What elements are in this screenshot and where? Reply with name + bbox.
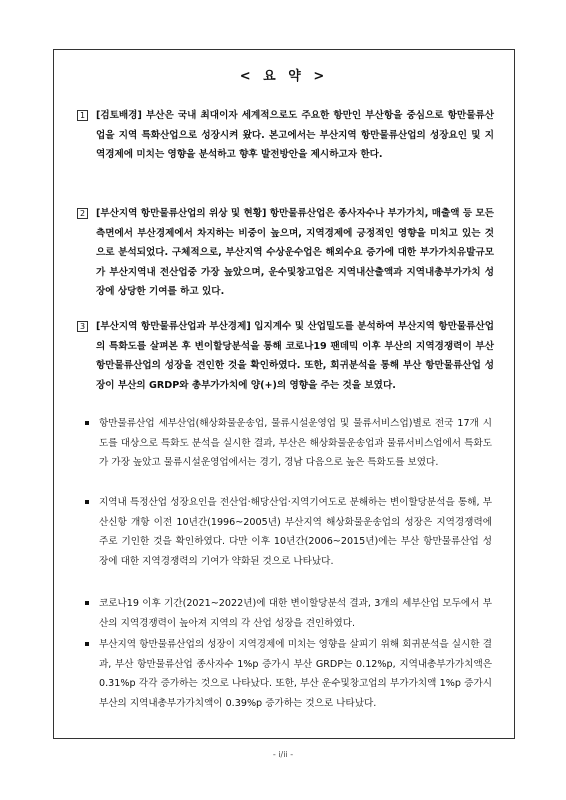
bullet-icon xyxy=(85,642,89,646)
section-2 xyxy=(77,204,494,302)
section-text: [부산지역 항만물류산업의 위상 및 현황] 항만물류산업은 종사자수나 부가가치, 매출액 등 모든 측면에서 부산경제에서 차지하는 비중이 높으며, 지역경제에 긍정적인 영향을 미치고 있는 것으로 분석되었다. 구체적으로, 부산지역 수상운수업은 해외수요 증가에 대한 부가가치유발규모가 부산지역내 전산업중 가장 높았으며, 운수및창고업은 지역내산출액과 지역내총부가가치 성장에 상당한 기여를 하고 있다. xyxy=(96,208,494,298)
bullet-text: 코로나19 이후 기간(2021~2022년)에 대한 변이할당분석 결과, 3개의 세부산업 모두에서 부산의 지역경쟁력이 높아져 지역의 각 산업 성장을 견인하였다. xyxy=(99,598,492,629)
section-text: [부산지역 항만물류산업과 부산경제] 입지계수 및 산업밀도를 분석하여 부산지역 항만물류산업의 특화도를 살펴본 후 변이할당분석을 통해 코로나19 팬데믹 이후 부산의 지역경쟁력이 부산 항만물류산업의 성장을 견인한 것을 확인하였다. 또한, 회귀분석을 통해 부산 항만물류산업 성장이 부산의 GRDP와 총부가가치에 양(+)의 영향을 주는 것을 보였다. xyxy=(96,321,494,391)
section-1 xyxy=(77,106,494,165)
bullet-icon xyxy=(85,500,89,504)
section-3 xyxy=(77,317,494,395)
bullet-text: 부산지역 항만물류산업의 성장이 지역경제에 미치는 영향을 살피기 위해 회귀분석을 실시한 결과, 부산 항만물류산업 종사자수 1%p 증가시 부산 GRDP는 0.12%p, 지역내총부가가치액은 0.31%p 각각 증가하는 것으로 나타났다. 또한, 부산 운수및창고업의 부가가치액 1%p 증가시 부산의 지역내총부가가치액이 0.39%p 증가하는 것으로 나타났다. xyxy=(99,639,492,709)
page-title: < 요 약 > xyxy=(239,69,329,84)
bullet-item xyxy=(85,635,492,713)
bullet-icon xyxy=(85,421,89,425)
section-number: 1 xyxy=(77,110,88,121)
bullet-text: 항만물류산업 세부산업(해상화물운송업, 물류시설운영업 및 물류서비스업)별로 전국 17개 시도를 대상으로 특화도 분석을 실시한 결과, 부산은 해상화물운송업과 물류서비스업에서 특화도가 가장 높았고 물류시설운영업에서는 경기, 경남 다음으로 높은 특화도를 보였다. xyxy=(99,418,492,469)
summary-frame xyxy=(53,49,515,739)
bullet-item xyxy=(85,493,492,571)
page-number: - i/ii - xyxy=(272,750,294,759)
section-number: 3 xyxy=(77,321,88,332)
bullet-text: 지역내 특정산업 성장요인을 전산업·해당산업·지역기여도로 분해하는 변이할당분석을 통해, 부산신항 개항 이전 10년간(1996~2005년) 부산지역 해상화물운송업의 성장은 지역경쟁력에 주로 기인한 것을 확인하였다. 다만 이후 10년간(2006~2015년)에는 부산 항만물류산업 성장에 대한 지역경쟁력의 기여가 약화된 것으로 나타났다. xyxy=(99,497,492,567)
bullet-item xyxy=(85,414,492,473)
bullet-icon xyxy=(85,601,89,605)
bullet-item xyxy=(85,594,492,633)
section-text: [검토배경] 부산은 국내 최대이자 세계적으로도 주요한 항만인 부산항을 중심으로 항만물류산업을 지역 특화산업으로 성장시켜 왔다. 본고에서는 부산지역 항만물류산업의 성장요인 및 지역경제에 미치는 영향을 분석하고 향후 발전방안을 제시하고자 한다. xyxy=(96,110,494,161)
section-number: 2 xyxy=(77,208,88,219)
